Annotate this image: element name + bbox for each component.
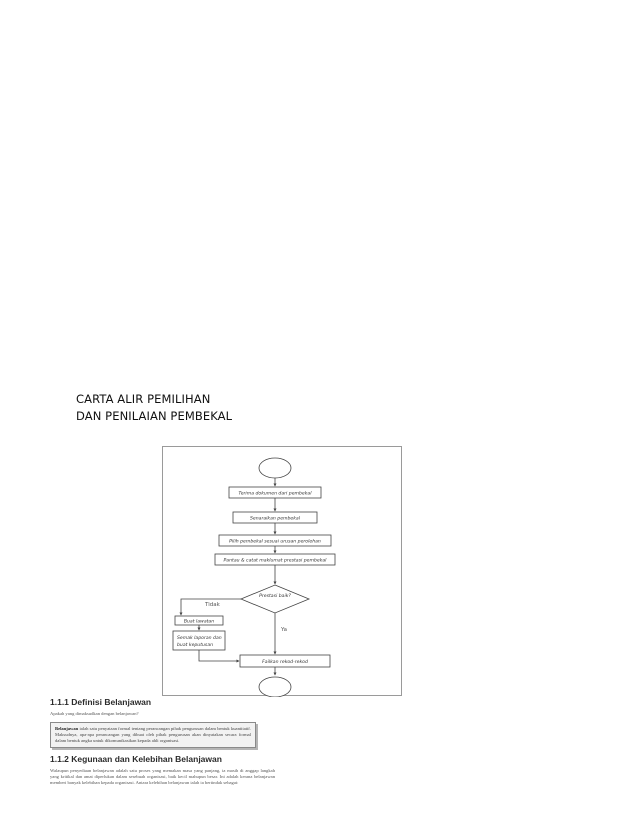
yes-label: Ya <box>281 627 287 633</box>
section-2-title: 1.1.2 Kegunaan dan Kelebihan Belanjawan <box>50 754 222 764</box>
definition-term: Belanjawan <box>55 726 79 731</box>
step-file-records-label: Failkan rekod-rekod <box>262 660 308 665</box>
step-receive-documents-label: Terima dokumen dari pembekal <box>238 491 312 497</box>
budget-document-excerpt <box>50 697 275 786</box>
chart-heading <box>76 391 232 425</box>
step-monitor-performance-label: Pantau & catat maklumat prestasi pembekal <box>223 558 327 564</box>
section-2-text: Walaupun penyediaan belanjawan adalah satu proses yang memakan masa yang panjang, ia masih di anggap langkah yang kritikal dan amat diperlukan dalam sesebuah organisasi, baik kecil mahupun besar. Ini adalah kerana belanjawan memberi banyak kelebihan kepada organisasi. Antara kelebihan belanjawan ialah ia bertindak sebagai: <box>50 768 275 785</box>
definition-box <box>50 722 256 748</box>
decision-label: Prestasi baik? <box>259 594 291 599</box>
no-label: Tidak <box>205 602 220 608</box>
step-meeting-label: Buat lawatan <box>183 619 215 625</box>
flowchart-figure <box>162 446 402 696</box>
flowchart-diagram <box>163 447 403 697</box>
end-terminator <box>259 677 291 697</box>
section-1-title: 1.1.1 Definisi Belanjawan <box>50 697 152 707</box>
step-choose-supplier-label: Pilih pembekal sesuai urusan perolehan <box>229 539 321 545</box>
definition-text: ialah satu penyataan formal tentang perancangan pihak pengurusan dalam bentuk kuantitatif. Maksudnya, apa-apa perancangan yang dibuat oleh pihak pengurusan akan dinyatakan secara formal dalam bentuk angka untuk dikomunikasikan kepada ahli organisasi. <box>55 726 251 743</box>
decision-diamond <box>241 585 309 613</box>
step-review-report-label: Semak laporan dan buat keputusan <box>177 636 222 648</box>
heading-line-2: DAN PENILAIAN PEMBEKAL <box>76 409 233 423</box>
heading-line-1: CARTA ALIR PEMILIHAN <box>76 392 211 406</box>
step-list-suppliers-label: Senaraikan pembekal <box>249 516 301 522</box>
start-terminator <box>259 458 291 478</box>
section-1-question: Apakah yang dimaksudkan dengan belanjawan? <box>50 711 139 716</box>
